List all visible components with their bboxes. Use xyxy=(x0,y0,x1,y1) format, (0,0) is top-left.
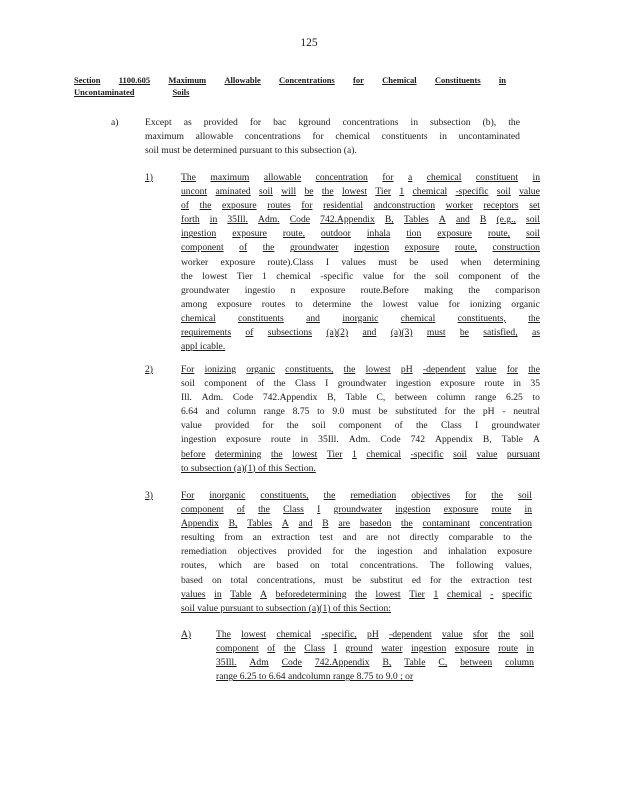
subsection-a-text xyxy=(145,116,520,158)
text-line: routes, which are based on total concentrations. The following values, xyxy=(181,560,532,572)
item-2-marker: 2) xyxy=(145,364,153,375)
text-line: component of the groundwater ingestion exposure route, construction xyxy=(181,242,540,254)
item-a-marker: A) xyxy=(181,629,192,640)
subsection-a-marker: a) xyxy=(111,117,119,128)
heading-word: Chemical xyxy=(382,75,417,85)
item-1-marker: 1) xyxy=(145,172,153,183)
text-line: forth in 35Ill. Adm. Code 742.Appendix B, Tables A and B (e.g., soil xyxy=(181,214,540,226)
text-line: The lowest chemical -specific, pH -dependent value sfor the soil xyxy=(216,629,534,640)
text-line: range 6.25 to 6.64 andcolumn range 8.75 to 9.0 ; or xyxy=(216,671,414,683)
text-line: Ill. Adm. Code 742.Appendix B, Table C, between column range 6.25 to xyxy=(181,392,540,404)
text-line: values in Table A beforedetermining the lowest Tier 1 chemical - specific xyxy=(181,588,532,600)
item-3-text xyxy=(181,489,532,616)
text-line: the lowest Tier 1 chemical -specific value for the soil component of the xyxy=(181,270,540,282)
heading-word: Concentrations xyxy=(279,75,335,85)
text-line: requirements of subsections (a)(2) and (a)(3) must be satisfied, as xyxy=(181,327,540,339)
item-3-marker: 3) xyxy=(145,490,153,501)
page-number: 125 xyxy=(300,37,318,49)
text-line: groundwater ingestio n exposure route.Before making the comparison xyxy=(181,284,540,296)
heading-word: Section xyxy=(74,75,101,85)
text-line: 6.64 and column range 8.75 to 9.0 must be substituted for the pH - neutral xyxy=(181,406,540,418)
text-line: resulting from an extraction test and are not directly comparable to the xyxy=(181,532,532,544)
text-line: worker exposure route).Class I values must be used when determining xyxy=(181,256,540,268)
heading-word: Uncontaminated xyxy=(74,87,135,97)
text-line: component of the Class I groundwater ingestion exposure route in xyxy=(181,504,532,516)
heading-word: Constituents xyxy=(434,75,481,85)
text-line: 35Ill. Adm Code 742.Appendix B, Table C, between column xyxy=(216,657,534,669)
item-a-text xyxy=(216,628,534,684)
heading-word: Allowable xyxy=(224,75,261,85)
text-line: value provided for the soil component of the Class I groundwater xyxy=(181,420,540,432)
text-line: ingestion exposure route, outdoor inhala tion exposure route, soil xyxy=(181,228,540,240)
text-line: to subsection (a)(1) of this Section. xyxy=(181,462,316,474)
text-line: chemical constituents and inorganic chemical constituents, the xyxy=(181,312,540,324)
text-line: soil value pursuant to subsection (a)(1) of this Section: xyxy=(181,602,391,614)
text-line: maximum allowable concentrations for chemical constituents in uncontaminated xyxy=(145,131,520,143)
text-line: remediation objectives provided for the ingestion and inhalation exposure xyxy=(181,546,532,558)
text-line: appl icable. xyxy=(181,341,226,353)
text-line: Except as provided for bac kground concentrations in subsection (b), the xyxy=(145,117,520,128)
heading-word: in xyxy=(498,75,506,85)
text-line: before determining the lowest Tier 1 chemical -specific soil value pursuant xyxy=(181,448,540,460)
text-line: component of the Class I ground water ingestion exposure route in xyxy=(216,643,534,655)
section-heading-line-2 xyxy=(74,86,506,98)
item-2-text xyxy=(181,363,540,476)
heading-word: 1100.605 xyxy=(118,75,151,85)
heading-word: Soils xyxy=(172,87,190,97)
text-line: ingestion exposure route in 35Ill. Adm. Code 742 Appendix B, Table A xyxy=(181,434,540,446)
item-1-text xyxy=(181,171,540,354)
section-heading-line-1 xyxy=(74,74,506,86)
text-line: of the exposure routes for residential andconstruction worker receptors set xyxy=(181,200,540,212)
text-line: among exposure routes to determine the lowest value for ionizing organic xyxy=(181,298,540,310)
text-line: Appendix B, Tables A and B are basedon the contaminant concentration xyxy=(181,518,532,530)
text-line: soil component of the Class I groundwater ingestion exposure route in 35 xyxy=(181,378,540,390)
text-line: uncont aminated soil will be the lowest Tier 1 chemical -specific soil value xyxy=(181,186,540,198)
text-line: soil must be determined pursuant to this subsection (a). xyxy=(145,145,357,157)
section-heading xyxy=(74,74,506,98)
text-line: For ionizing organic constituents, the lowest pH -dependent value for the xyxy=(181,364,540,375)
text-line: For inorganic constituents, the remediation objectives for the soil xyxy=(181,490,532,501)
heading-word: Maximum xyxy=(168,75,207,85)
heading-word: for xyxy=(353,75,364,85)
text-line: based on total concentrations, must be substitut ed for the extraction test xyxy=(181,574,532,586)
text-line: The maximum allowable concentration for a chemical constituent in xyxy=(181,172,540,183)
